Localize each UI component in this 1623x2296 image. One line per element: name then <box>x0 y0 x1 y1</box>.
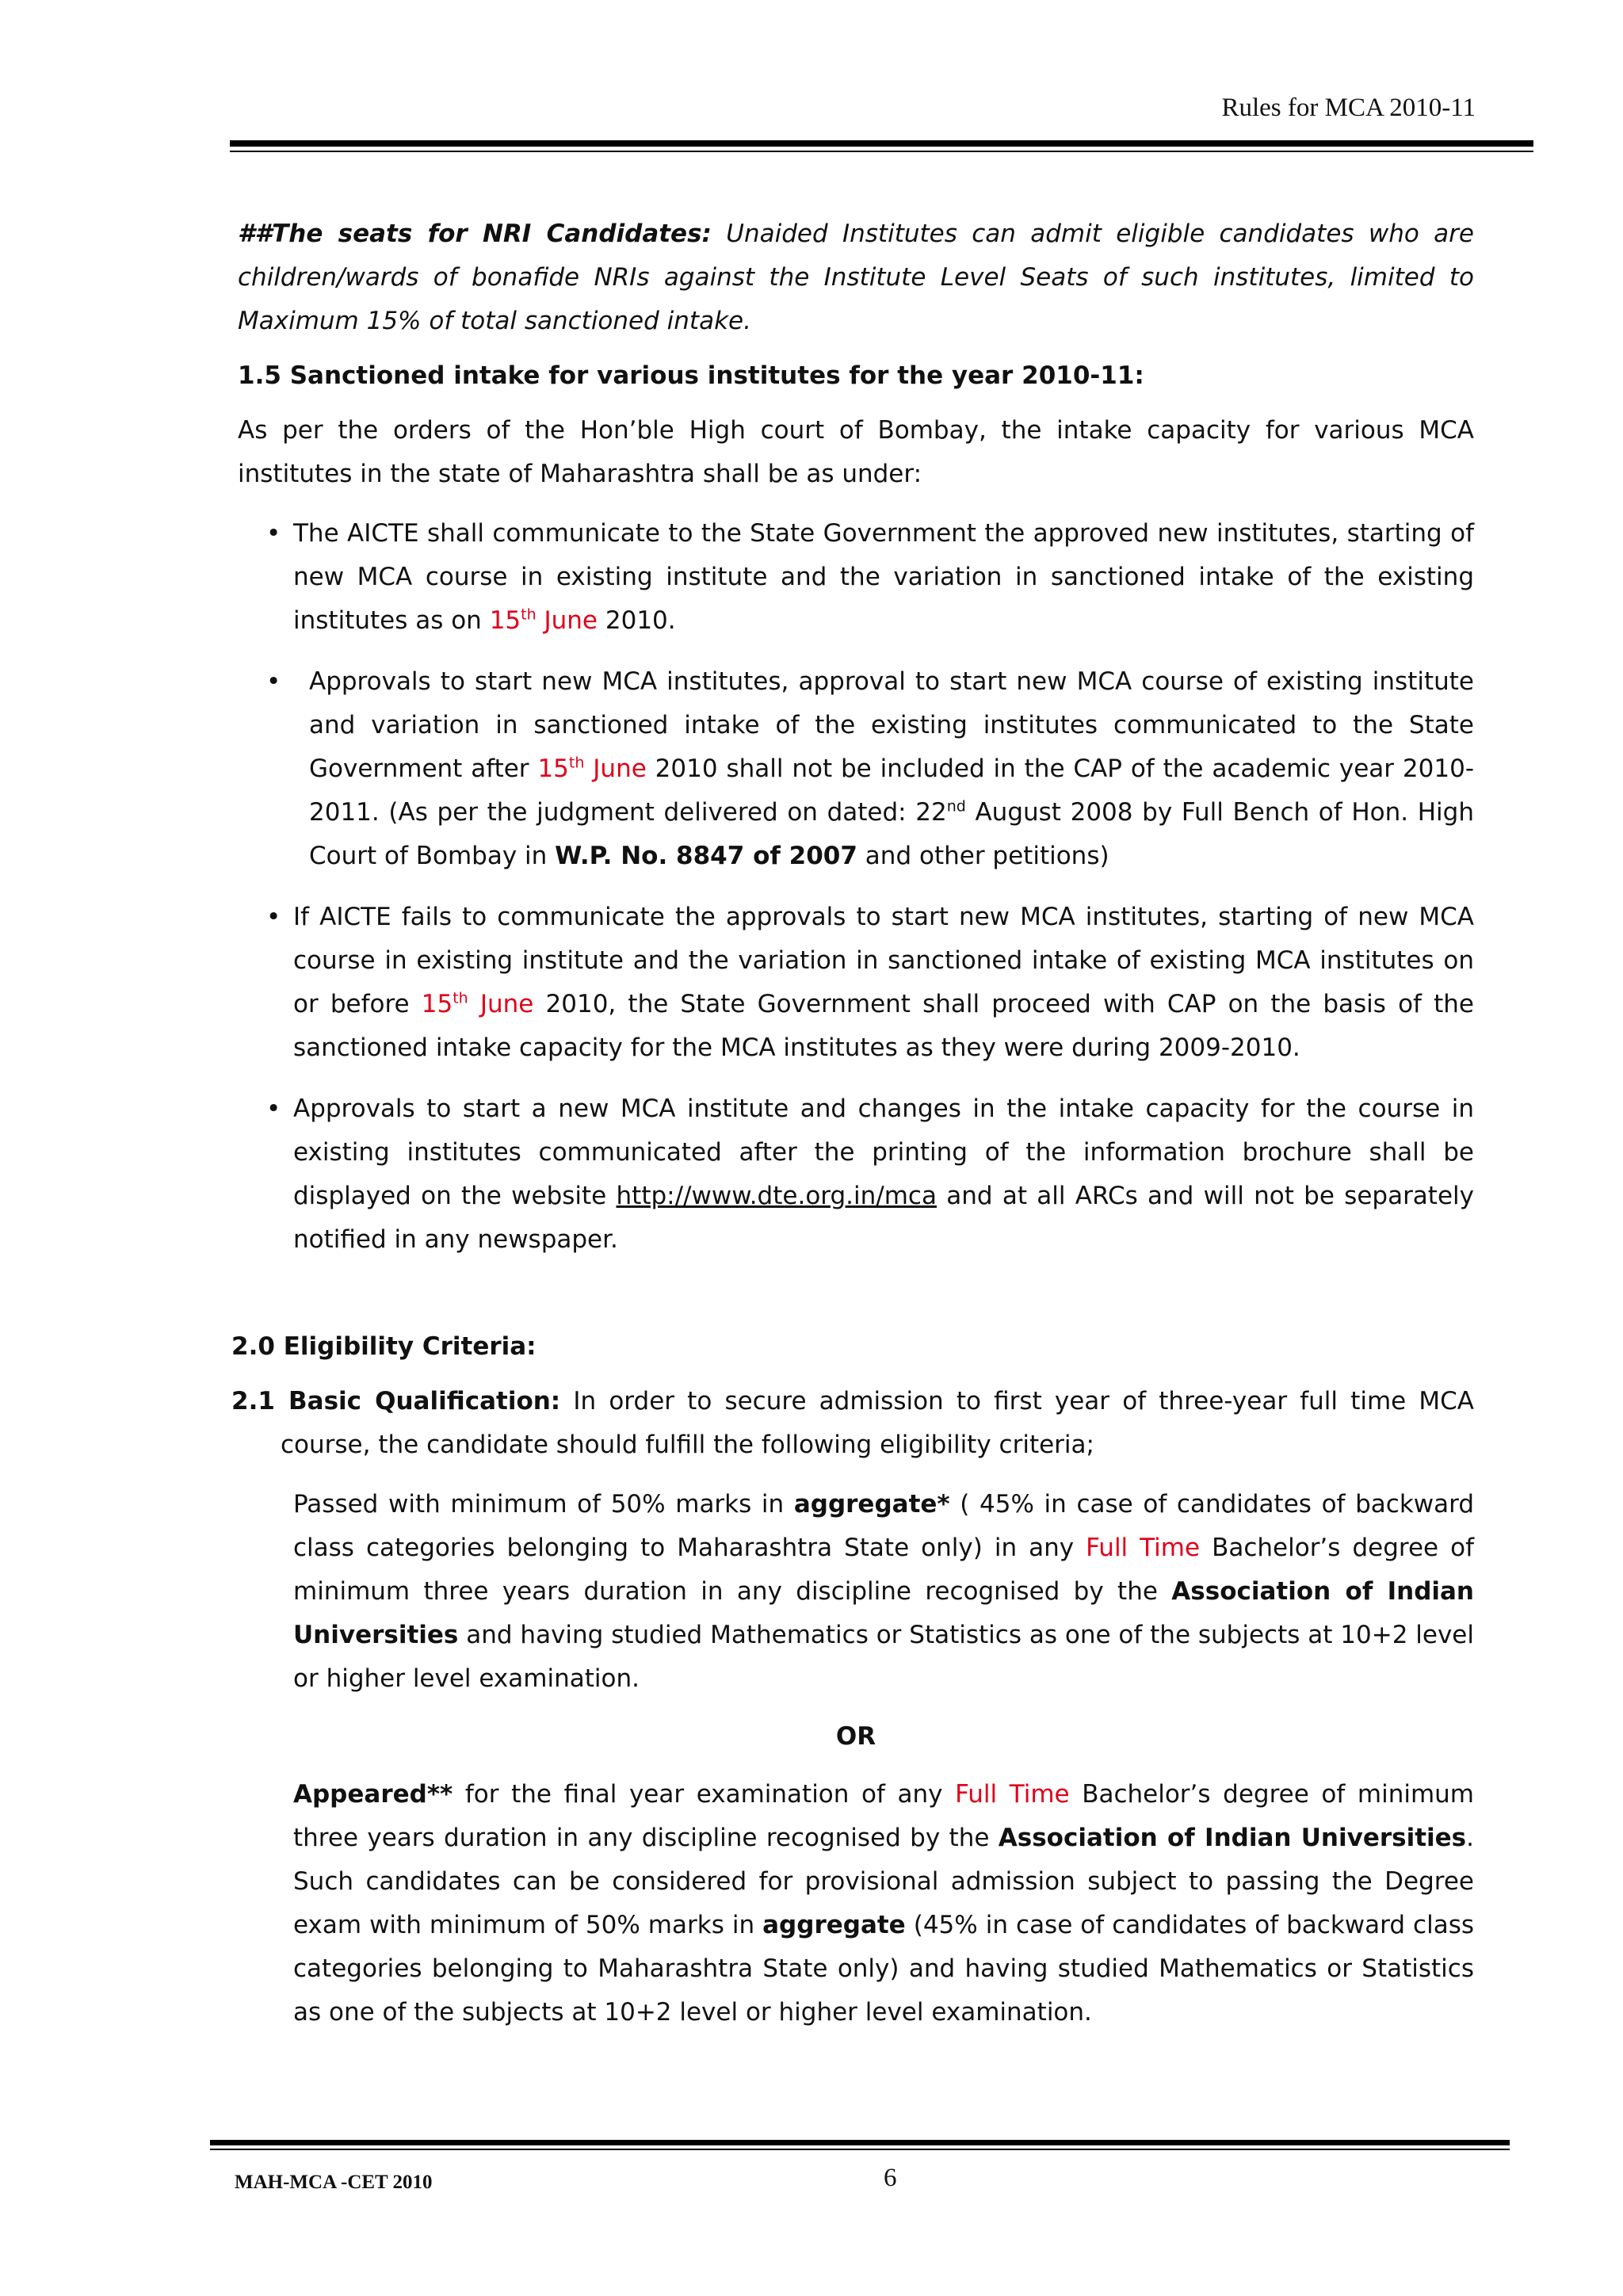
writ-petition-ref: W.P. No. 8847 of 2007 <box>555 842 857 870</box>
bullet-2-text: Approvals to start new MCA institutes, approval to start new MCA course of existing institute and variation in sanctioned intake of the existing institutes communicated to the State Government after <box>309 667 1474 783</box>
appeared-paragraph: Appeared** for the final year examination of any Full Time Bachelor’s degree of minimum three years duration in any discipline recognised by the Association of Indian Universities. Such candidates can be considered for provisional admission subject to passing the Degree exam with minimum of 50% marks in aggregate (45% in case of candidates of backward class categories belonging to Maharashtra State only) and having studied Mathematics or Statistics as one of the subjects at 10+2 level or higher level examination. <box>293 1780 1474 2027</box>
footer-rule-thin <box>210 2149 1510 2150</box>
nri-text: Unaided Institutes can admit eligible candidates who are children/wards of bonafide NRIs against the Institute Level Seats of such institutes, limited to Maximum 15% of total sanctioned intake. <box>238 220 1474 335</box>
bullet-2-date: 15th June <box>537 754 647 783</box>
bullet-2-cont2: August 2008 by Full Bench of Hon. High Court of Bombay in <box>309 798 1474 870</box>
header-rule-thin <box>230 151 1533 152</box>
bullet-2-sup: nd <box>946 797 966 816</box>
bullet-icon: • <box>266 903 281 931</box>
dte-website-link[interactable]: http://www.dte.org.in/mca <box>616 1182 937 1210</box>
bullet-4-end: and at all ARCs and will not be separately notified in any newspaper. <box>293 1182 1474 1254</box>
full-time-term: Full Time <box>1086 1534 1201 1562</box>
section-2-1-paragraph <box>231 1380 1474 1467</box>
page-number: 6 <box>884 2164 897 2192</box>
or-separator: OR <box>835 1722 876 1751</box>
list-item <box>238 1087 1474 1262</box>
section-2-0-heading: 2.0 Eligibility Criteria: <box>231 1332 537 1361</box>
list-item <box>238 896 1474 1070</box>
header-title: Rules for MCA 2010-11 <box>1221 94 1476 122</box>
list-item <box>238 512 1474 643</box>
bullet-2-end: and other petitions) <box>857 842 1109 870</box>
bullet-3-date: 15th June <box>421 989 534 1018</box>
bullet-2-cont: 2010 shall not be included in the CAP of the academic year 2010-2011. (As per the judgment delivered on dated: 22 <box>309 755 1475 827</box>
bullet-icon: • <box>266 667 281 696</box>
nri-paragraph <box>238 212 1474 343</box>
bullet-icon: • <box>266 519 281 548</box>
bullet-3-text: If AICTE fails to communicate the approvals to start new MCA institutes, starting of new MCA course in existing institute and the variation in sanctioned intake of existing MCA institutes on or before <box>293 903 1474 1018</box>
aggregate-term: aggregate* <box>793 1490 950 1519</box>
section-1-5-intro: As per the orders of the Hon’ble High court of Bombay, the intake capacity for various MCA institutes in the state of Maharashtra shall be as under: <box>238 416 1474 488</box>
bullet-3-end: 2010, the State Government shall proceed with CAP on the basis of the sanctioned intake capacity for the MCA institutes as they were during 2009-2010. <box>293 990 1474 1062</box>
appeared-term: Appeared** <box>293 1780 453 1809</box>
footer-rule-thick <box>210 2140 1510 2145</box>
header-rule-thick <box>230 140 1533 147</box>
full-time-term: Full Time <box>955 1780 1070 1809</box>
section-2-1-text: In order to secure admission to first year of three-year full time MCA course, the candidate should fulfill the following eligibility criteria; <box>281 1387 1475 1459</box>
nri-lead: ##The seats for NRI Candidates: <box>238 220 712 248</box>
bullet-1-end: 2010. <box>598 606 676 635</box>
bullet-4-text: Approvals to start a new MCA institute and changes in the intake capacity for the course in existing institutes communicated after the printing of the information brochure shall be displayed on the website <box>293 1095 1474 1210</box>
section-1-5-heading: 1.5 Sanctioned intake for various institutes for the year 2010-11: <box>238 361 1144 390</box>
page-content <box>231 212 1475 2034</box>
list-item <box>238 660 1474 878</box>
aiu-term: Association of Indian Universities <box>998 1824 1467 1852</box>
bullet-icon: • <box>266 1095 281 1123</box>
passed-paragraph: Passed with minimum of 50% marks in aggregate* ( 45% in case of candidates of backward class categories belonging to Maharashtra State only) in any Full Time Bachelor’s degree of minimum three years duration in any discipline recognised by the Association of Indian Universities and having studied Mathematics or Statistics as one of the subjects at 10+2 level or higher level examination. <box>293 1490 1475 1693</box>
aggregate-term: aggregate <box>762 1911 906 1939</box>
footer-doc-title: MAH-MCA -CET 2010 <box>235 2172 433 2193</box>
bullet-1-text: The AICTE shall communicate to the State Government the approved new institutes, starting of new MCA course in existing institute and the variation in sanctioned intake of the existing institutes as on <box>293 519 1474 635</box>
aiu-term: Association of Indian Universities <box>293 1577 1475 1649</box>
section-2-1-heading: 2.1 Basic Qualification: <box>231 1387 561 1415</box>
bullet-1-date: 15th June <box>489 606 598 635</box>
intake-bullet-list <box>238 512 1474 1262</box>
